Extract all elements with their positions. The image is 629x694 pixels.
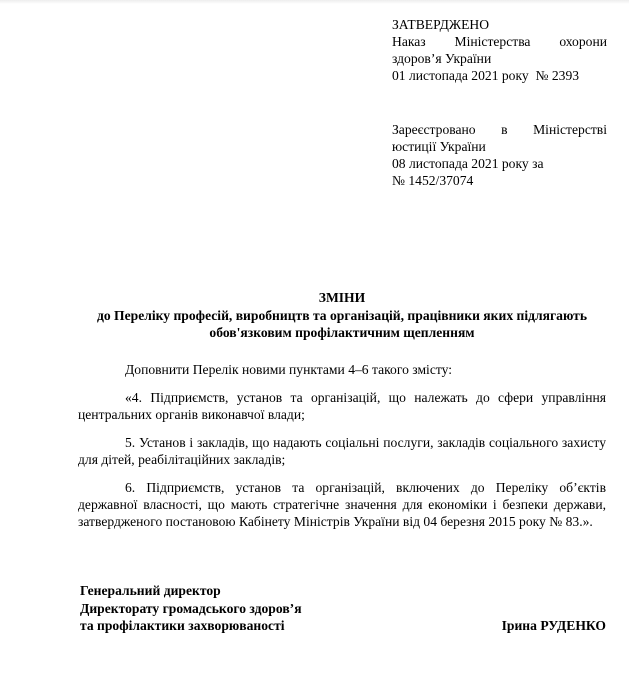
body-item-5: 5. Установ і закладів, що надають соціальні послуги, закладів соціального захисту для дітей, реабілітаційних закладів;: [78, 435, 606, 467]
body-intro-paragraph: Доповнити Перелік новими пунктами 4–6 такого змісту:: [125, 362, 453, 377]
signer-name: Ірина РУДЕНКО: [501, 618, 606, 633]
document-body: [78, 361, 606, 541]
signer-position: [80, 582, 302, 635]
document-title-subject: до Переліку професій, виробництв та організацій, працівники яких підлягають обов'язковим профілактичним щепленням: [96, 307, 588, 340]
registration-stamp-block: [392, 121, 607, 189]
document-title: [78, 289, 606, 342]
body-item-4: «4. Підприємств, установ та організацій, що належать до сфери управління центральних органів виконавчої влади;: [78, 390, 606, 422]
signer-position-line-3: та профілактики захворюваності: [80, 618, 285, 633]
registration-line-2: 08 листопада 2021 року за: [392, 156, 544, 171]
document-title-word: ЗМІНИ: [318, 290, 366, 305]
body-item-6: 6. Підприємств, установ та організацій, включених до Переліку об’єктів державної власності, що мають стратегічне значення для економіки і безпеки держави, затвердженого постановою Кабінету Міністрів України від 04 березня 2015 року № 83.».: [78, 480, 606, 529]
approval-label: ЗАТВЕРДЖЕНО: [392, 17, 490, 32]
approval-date-line: 01 листопада 2021 року № 2393: [392, 68, 580, 83]
signer-position-line-1: Генеральний директор: [80, 583, 221, 598]
registration-line-1: Зареєстровано в Міністерстві юстиції України: [392, 122, 607, 154]
approval-stamp-block: [392, 16, 607, 84]
signer-position-line-2: Директорату громадського здоров’я: [80, 600, 302, 616]
registration-line-3: № 1452/37074: [392, 173, 474, 188]
signature-block: [80, 582, 606, 635]
approval-order-line: Наказ Міністерства охорони здоров’я України: [392, 34, 607, 66]
